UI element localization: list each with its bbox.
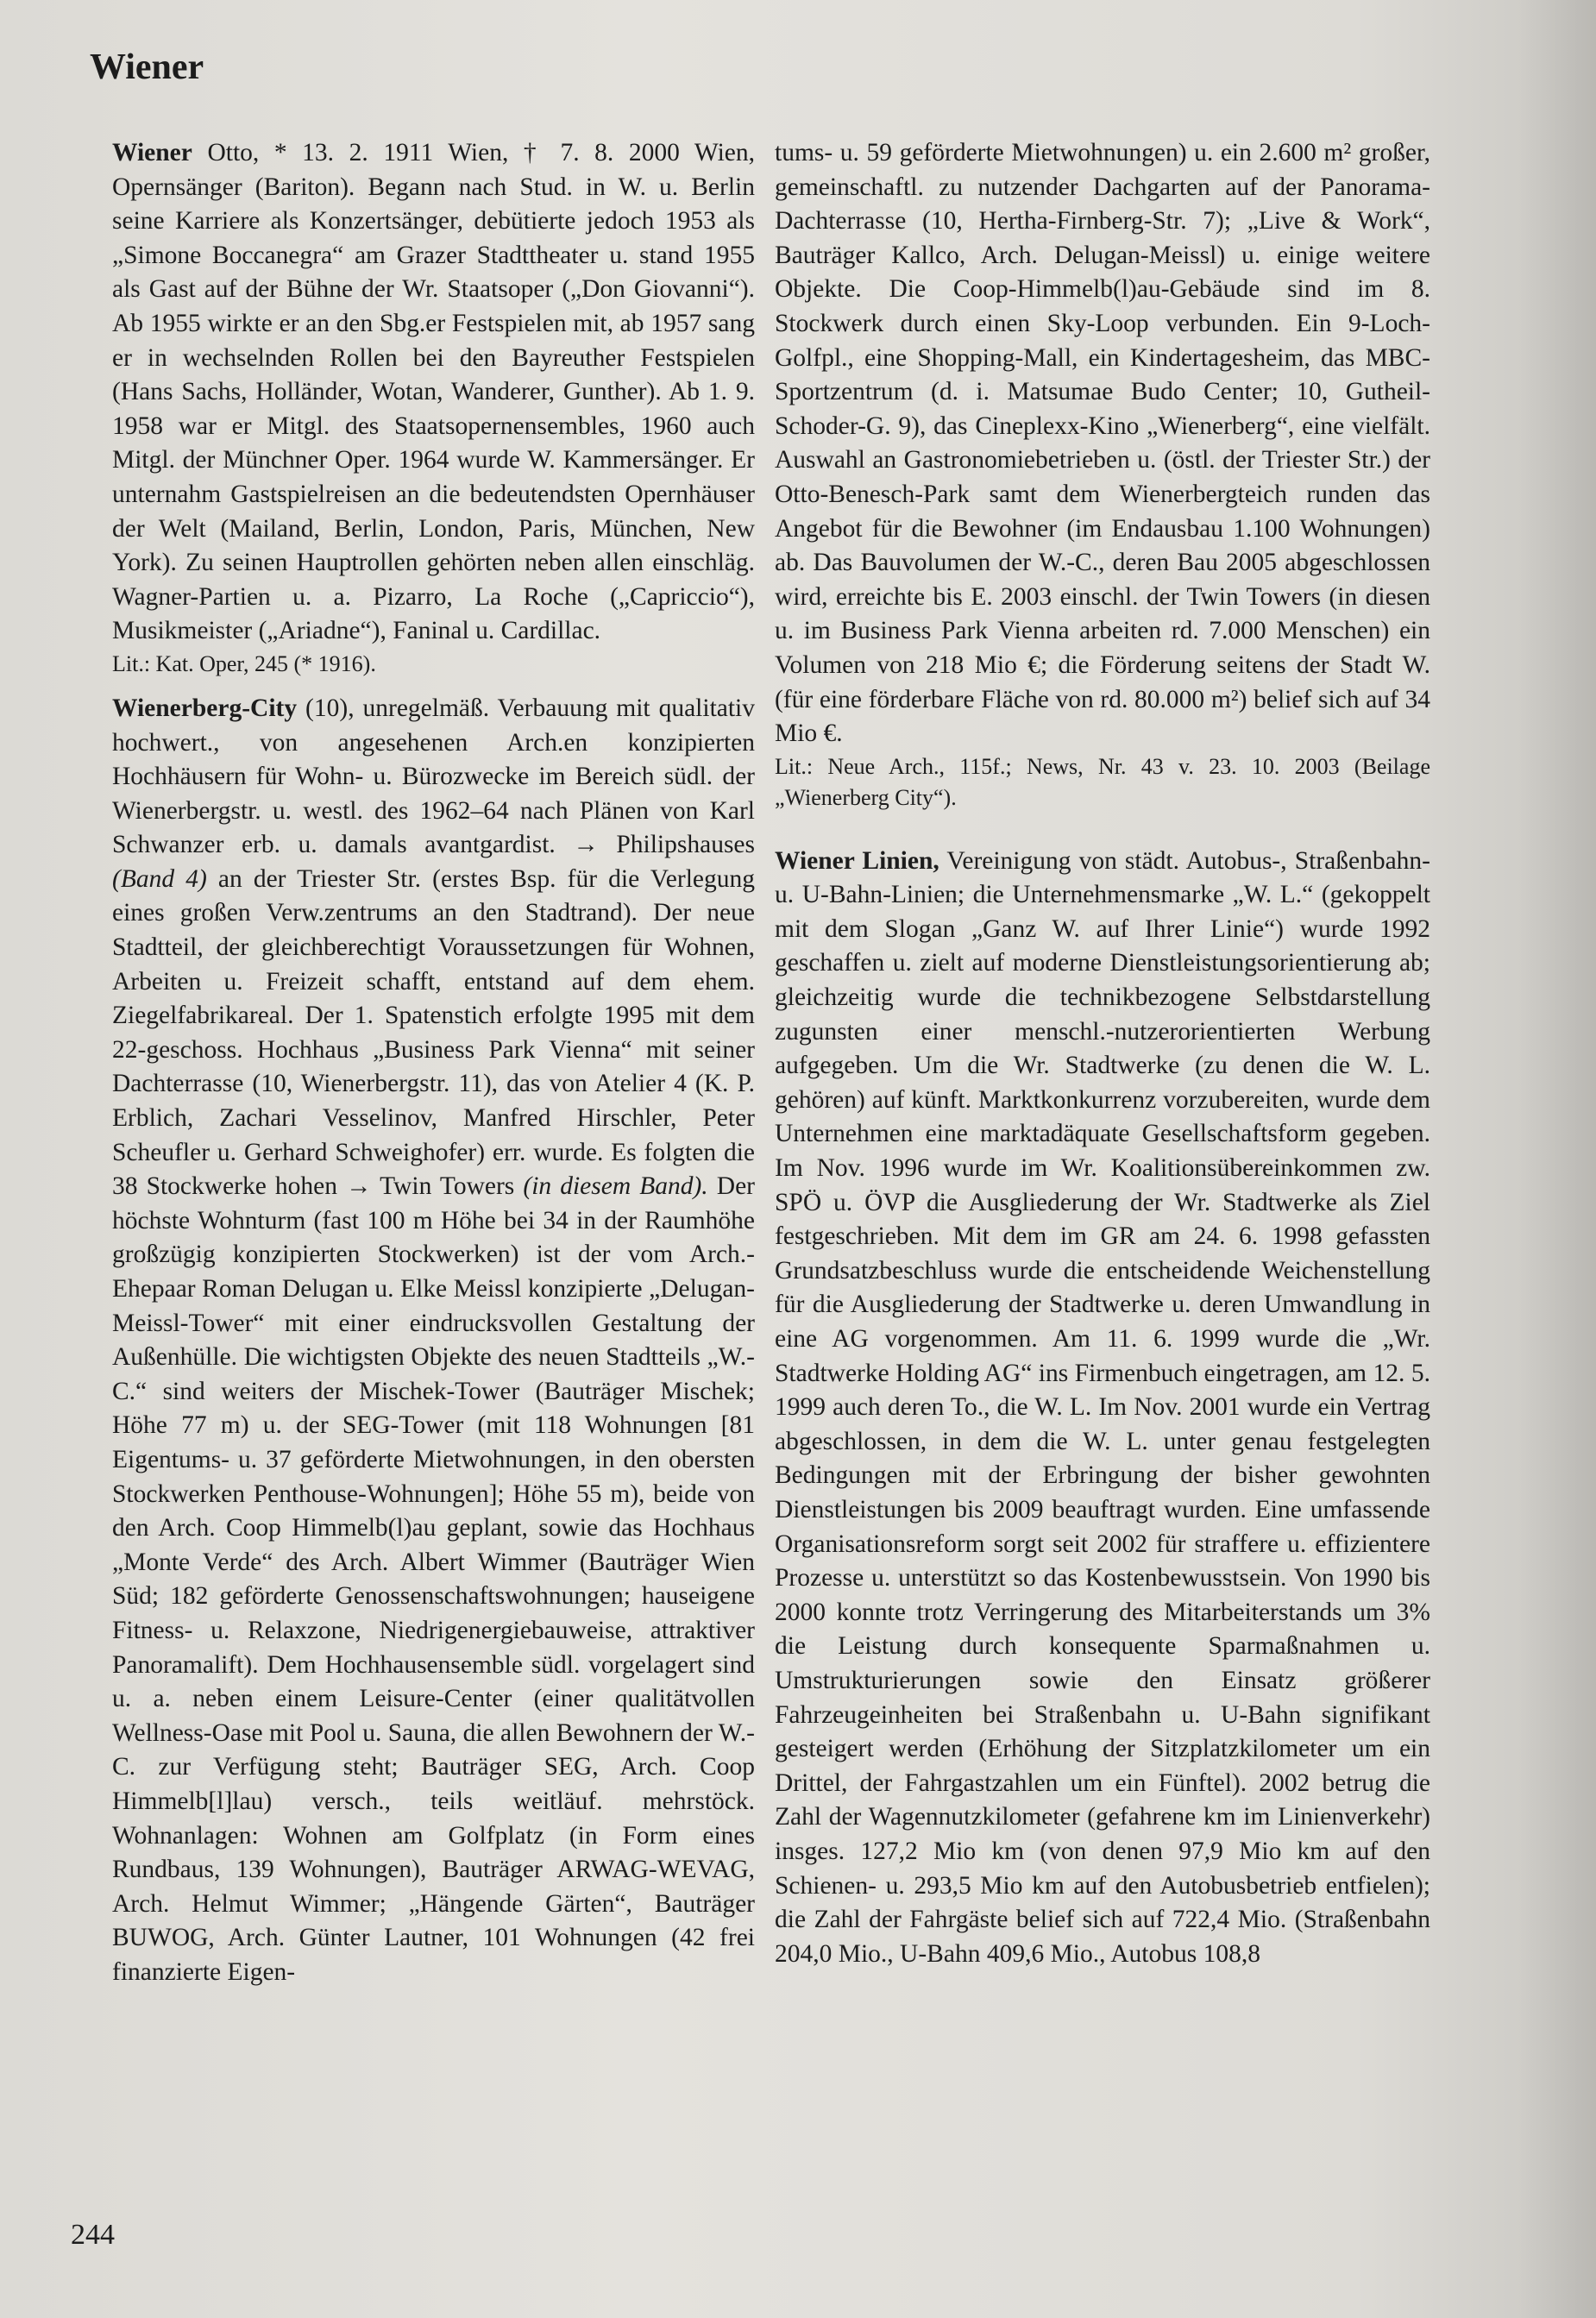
literature-reference: Lit.: Kat. Oper, 245 (* 1916).	[112, 650, 376, 676]
running-head: Wiener	[90, 47, 204, 87]
entry-text: Vereinigung von städt. Autobus-, Straßenbahn- u. U-Bahn-Linien; die Unternehmensmarke „W. L.“ (gekoppelt mit dem Slogan „Ganz W. auf Ihrer Linie“) wurde 1992 geschaffen u. zielt auf moderne Dienstleistungsorientierung ab; gleichzeitig wurde die technikbezogene Selbstdarstellung zugunsten einer menschl.-nutzerorientierten Werbung aufgegeben. Um die Wr. Stadtwerke (zu denen die W. L. gehören) auf künft. Marktkonkurrenz vorzubereiten, wurde dem Unternehmen eine marktadäquate Gesellschaftsform gegeben. Im Nov. 1996 wurde im Wr. Koalitionsübereinkommen zw. SPÖ u. ÖVP die Ausgliederung der Wr. Stadtwerke als Ziel festgeschrieben. Mit dem im GR am 24. 6. 1998 gefassten Grundsatzbeschluss wurde die entscheidende Weichenstellung für die Ausgliederung der Stadtwerke u. deren Umwandlung in eine AG vorgenommen. Am 11. 6. 1999 wurde die „Wr. Stadtwerke Holding AG“ ins Firmenbuch eingetragen, am 12. 5. 1999 auch deren To., die W. L. Im Nov. 2001 wurde ein Vertrag abgeschlossen, in dem die W. L. unter genau festgelegten Bedingungen mit der Erbringung der bisher gewohnten Dienstleistungen bis 2009 beauftragt wurden. Eine umfassende Organisationsreform sorgt seit 2002 für straffere u. effizientere Prozesse u. unterstützt so das Kostenbewusstsein. Von 1990 bis 2000 konnte trotz Verringerung des Mitarbeiterstands um 3% die Leistung durch konsequente Sparmaßnahmen u. Umstrukturierungen sowie den Einsatz größerer Fahrzeugeinheiten bei Straßenbahn u. U-Bahn signifikant gesteigert werden (Erhöhung der Sitzplatzkilometer um ein Drittel, der Fahrgastzahlen um ein Fünftel). 2002 betrug die Zahl der Wagennutzkilometer (gefahrene km im Linienverkehr) insges. 127,2 Mio km (von denen 97,9 Mio km auf den Schienen- u. 293,5 Mio km auf den Autobusbetrieb entfielen); die Zahl der Fahrgäste belief sich auf 722,4 Mio. (Straßenbahn 204,0 Mio., U-Bahn 409,6 Mio., Autobus 108,8	[775, 846, 1430, 1968]
entry-continuation	[775, 136, 1430, 813]
cross-reference: (Band 4)	[112, 864, 207, 893]
entry-text: tums- u. 59 geförderte Mietwohnungen) u. ein 2.600 m² großer, gemeinschaftl. zu nutzender Dachgarten auf der Panorama-Dachterrasse (10, Hertha-Firnberg-Str. 7); „Live & Work“, Bauträger Kallco, Arch. Delugan-Meissl) u. einige weitere Objekte. Die Coop-Himmelb(l)au-Gebäude sind im 8. Stockwerk durch einen Sky-Loop verbunden. Ein 9-Loch-Golfpl., eine Shopping-Mall, ein Kindertagesheim, das MBC-Sportzentrum (d. i. Matsumae Budo Center; 10, Gutheil-Schoder-G. 9), das Cineplexx-Kino „Wienerberg“, eine vielfält. Auswahl an Gastronomiebetrieben u. (östl. der Triester Str.) der Otto-Benesch-Park samt dem Wienerbergteich runden das Angebot für die Bewohner (im Endausbau 1.100 Wohnungen) ab. Das Bauvolumen der W.-C., deren Bau 2005 abgeschlossen wird, erreichte bis E. 2003 einschl. der Twin Towers (in diesen u. im Business Park Vienna arbeiten rd. 7.000 Menschen) ein Volumen von 218 Mio €; die Förderung seitens der Stadt W. (für eine förderbare Fläche von rd. 80.000 m²) belief sich auf 34 Mio €.	[775, 139, 1430, 748]
entry-wiener-linien	[775, 845, 1430, 1972]
entry-headword: Wienerberg-City	[112, 694, 298, 722]
page-fold-shadow	[1518, 0, 1596, 2318]
literature-reference: Lit.: Neue Arch., 115f.; News, Nr. 43 v. 23. 10. 2003 (Beilage „Wienerberg City“).	[775, 753, 1430, 810]
entry-body	[775, 845, 1430, 1972]
entry-headword: Wiener	[112, 139, 192, 166]
entry-body	[112, 692, 755, 1990]
entry-wiener-otto	[112, 136, 755, 680]
cross-reference: (in diesem Band).	[523, 1172, 708, 1201]
entry-body	[112, 136, 755, 649]
entry-wienerberg-city	[112, 692, 755, 1990]
entry-text: (10), unregelmäß. Verbauung mit qualitativ hochwert., von angesehenen Arch.en konzipierten Hochhäusern für Wohn- u. Bürozwecke im Bereich südl. der Wienerbergstr. u. westl. des 1962–64 nach Plänen von Karl Schwanzer erb. u. damals avantgardist. → Philipshauses	[112, 694, 755, 859]
entry-text: an der Triester Str. (erstes Bsp. für die Verlegung eines großen Verw.zentrums an den Stadtrand). Der neue Stadtteil, der gleichberechtigt Voraussetzungen für Wohnen, Arbeiten u. Freizeit schafft, entstand auf dem ehem. Ziegelfabrikareal. Der 1. Spatenstich erfolgte 1995 mit dem 22-geschoss. Hochhaus „Business Park Vienna“ mit seiner Dachterrasse (10, Wienerbergstr. 11), das von Atelier 4 (K. P. Erblich, Zachari Vesselinov, Manfred Hirschler, Peter Scheufler u. Gerhard Schweighofer) err. wurde. Es folgten die 38 Stockwerke hohen → Twin Towers	[112, 864, 755, 1201]
entry-text: Der höchste Wohnturm (fast 100 m Höhe bei 34 in der Raumhöhe großzügig konzipierten Stockwerken) ist der vom Arch.-Ehepaar Roman Delugan u. Elke Meissl konzipierte „Delugan-Meissl-Tower“ mit einer eindrucksvollen Gestaltung der Außenhülle. Die wichtigsten Objekte des neuen Stadtteils „W.-C.“ sind weiters der Mischek-Tower (Bauträger Mischek; Höhe 77 m) u. der SEG-Tower (mit 118 Wohnungen [81 Eigentums- u. 37 geförderte Mietwohnungen, in den obersten Stockwerken Penthouse-Wohnungen]; Höhe 55 m), beide von den Arch. Coop Himmelb(l)au geplant, sowie das Hochhaus „Monte Verde“ des Arch. Albert Wimmer (Bauträger Wien Süd; 182 geförderte Genossenschaftswohnungen; hauseigene Fitness- u. Relaxzone, Niedrigenergiebauweise, attraktiver Panoramalift). Dem Hochhausensemble südl. vorgelagert sind u. a. neben einem Leisure-Center (einer qualitätvollen Wellness-Oase mit Pool u. Sauna, die allen Bewohnern der W.-C. zur Verfügung steht; Bauträger SEG, Arch. Coop Himmelb[l]lau) versch., teils weitläuf. mehrstöck. Wohnanlagen: Wohnen am Golfplatz (in Form eines Rundbaus, 139 Wohnungen), Bauträger ARWAG-WEVAG, Arch. Helmut Wimmer; „Hängende Gärten“, Bauträger BUWOG, Arch. Günter Lautner, 101 Wohnungen (42 frei finanzierte Eigen-	[112, 1172, 755, 1986]
entry-headword: Wiener Linien,	[775, 846, 939, 875]
entry-spacer	[775, 826, 1430, 845]
right-column	[775, 136, 1430, 1983]
left-column	[112, 136, 755, 2001]
page-number: 244	[71, 2219, 115, 2251]
entry-text: Otto, * 13. 2. 1911 Wien, † 7. 8. 2000 Wien, Opernsänger (Bariton). Begann nach Stud. in W. u. Berlin seine Karriere als Konzertsänger, debütierte jedoch 1953 als „Simone Boccanegra“ am Grazer Stadttheater u. stand 1955 als Gast auf der Bühne der Wr. Staatsoper („Don Giovanni“). Ab 1955 wirkte er an den Sbg.er Festspielen mit, ab 1957 sang er in wechselnden Rollen bei den Bayreuther Festspielen (Hans Sachs, Holländer, Wotan, Wanderer, Gunther). Ab 1. 9. 1958 war er Mitgl. des Staatsopernensembles, 1960 auch Mitgl. der Münchner Oper. 1964 wurde W. Kammersänger. Er unternahm Gastspielreisen an die bedeutendsten Opernhäuser der Welt (Mailand, Berlin, London, Paris, München, New York). Zu seinen Hauptrollen gehörten neben allen einschläg. Wagner-Partien u. a. Pizarro, La Roche („Capriccio“), Musikmeister („Ariadne“), Faninal u. Cardillac.	[112, 139, 755, 645]
